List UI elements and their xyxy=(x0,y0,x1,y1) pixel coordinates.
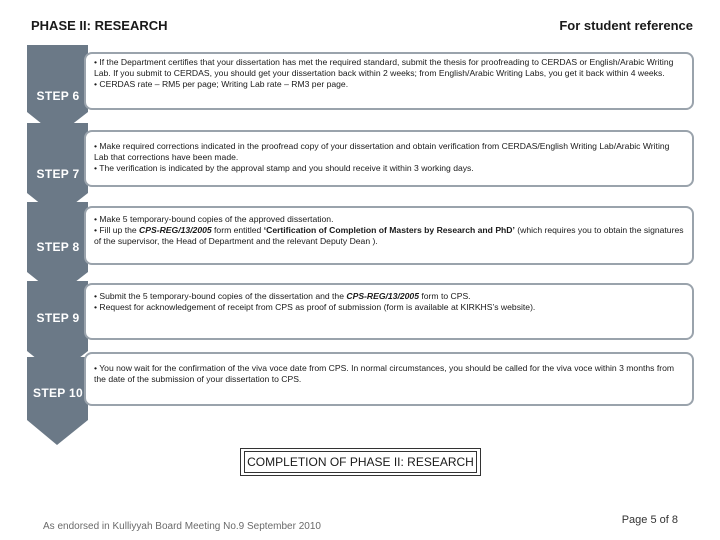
step-9-line-1: • Submit the 5 temporary-bound copies of the dissertation and the CPS-REG/13/2005 form to CPS. xyxy=(94,291,471,301)
step-7-line-1: • Make required corrections indicated in the proofread copy of your dissertation and obtain verification from CERDAS/English Writing Lab/Arabic Writing Lab that corrections have been made. xyxy=(94,141,670,162)
step-8-box xyxy=(84,206,694,265)
chevron-step-10 xyxy=(27,357,88,445)
step-6-label: STEP 6 xyxy=(36,89,80,103)
completion-banner: COMPLETION OF PHASE II: RESEARCH xyxy=(244,451,477,473)
step-6-line-2: • CERDAS rate – RM5 per page; Writing Lab rate – RM3 per page. xyxy=(94,79,349,89)
step-6-line-1: • If the Department certifies that your dissertation has met the required standard, submit the thesis for proofreading to CERDAS or English/Arabic Writing Lab. If you submit to CERDAS, you should get your dissertation back within 2 weeks; from English/Arabic Writing Labs, you get it back within 4 weeks. xyxy=(94,57,674,78)
reference-note: For student reference xyxy=(559,18,693,33)
form-code: CPS-REG/13/2005 xyxy=(139,225,212,235)
page-number: Page 5 of 8 xyxy=(621,514,678,526)
step-7-line-2: • The verification is indicated by the approval stamp and you should receive it within 3 working days. xyxy=(94,163,474,173)
form-title: ‘Certification of Completion of Masters by Research and PhD’ xyxy=(263,225,515,235)
step-9-box xyxy=(84,283,694,340)
step-8-line-2: • Fill up the CPS-REG/13/2005 form entitled ‘Certification of Completion of Masters by Research and PhD’ (which requires you to obtain the signatures of the supervisor, the Head of Department and the relevant Deputy Dean ). xyxy=(94,225,684,246)
step-10-label: STEP 10 xyxy=(33,386,83,400)
step-9-label: STEP 9 xyxy=(36,311,80,325)
step-7-box xyxy=(84,130,694,187)
form-code: CPS-REG/13/2005 xyxy=(346,291,419,301)
step-9-line-2: • Request for acknowledgement of receipt from CPS as proof of submission (form is available at KIRKHS’s website). xyxy=(94,302,536,312)
step-7-label: STEP 7 xyxy=(36,167,80,181)
step-10-box xyxy=(84,352,694,406)
step-6-box xyxy=(84,52,694,110)
step-10-line-1: • You now wait for the confirmation of the viva voce date from CPS. In normal circumstances, you should be called for the viva voce within 3 months from the date of the submission of your dissertation to CPS. xyxy=(94,363,675,384)
endorsement-note: As endorsed in Kulliyyah Board Meeting No.9 September 2010 xyxy=(43,521,321,532)
page-title: PHASE II: RESEARCH xyxy=(31,18,168,33)
step-8-line-1: • Make 5 temporary-bound copies of the approved dissertation. xyxy=(94,214,334,224)
step-8-label: STEP 8 xyxy=(36,240,80,254)
